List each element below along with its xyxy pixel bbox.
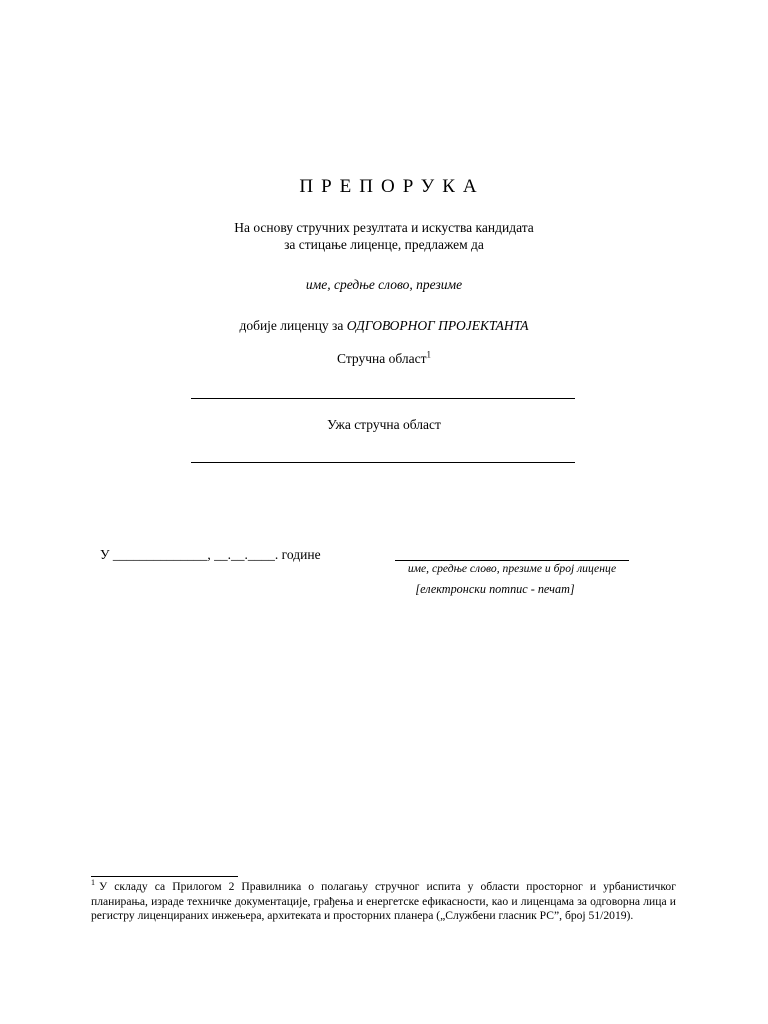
candidate-name-placeholder: име, средње слово, презиме: [305, 277, 463, 292]
place-date-line: У ______________, __.__.____. године: [100, 547, 321, 562]
footnote: [91, 880, 676, 924]
signer-caption: име, средње слово, презиме и број лиценце: [407, 562, 617, 575]
field-footnote-mark: 1: [426, 349, 431, 360]
field-label-line: [0, 350, 768, 367]
subfield-label: Ужа стручна област: [327, 417, 441, 432]
license-prefix: добије лиценцу за: [239, 318, 347, 333]
footnote-mark: 1: [91, 878, 95, 888]
field-underline: [191, 398, 575, 399]
field-label: Стручна област: [337, 351, 427, 366]
subfield-underline: [191, 462, 575, 463]
intro-line-2: за стицање лиценце, предлажем да: [284, 237, 484, 252]
document-title: ПРЕПОРУКА: [299, 176, 485, 197]
footnote-text: У складу са Прилогом 2 Правилника о полагању стручног испита у области просторног и урбанистичког планирања, израде техничке документације, грађења и енергетске ефикасности, као и лиценцама за одговорна лица и регистру лиценцираних инжењера, архитеката и просторних планера („Службени гласник РС”, број 51/2019).: [91, 880, 676, 922]
license-line: [0, 317, 768, 334]
intro-line-1: На основу стручних резултата и искуства кандидата: [234, 220, 534, 235]
signature-note: [електронски потпис - печат]: [415, 582, 575, 596]
license-type: ОДГОВОРНОГ ПРОЈЕКТАНТА: [346, 318, 529, 333]
signature-line: [395, 560, 629, 561]
footnote-separator: [91, 876, 238, 877]
